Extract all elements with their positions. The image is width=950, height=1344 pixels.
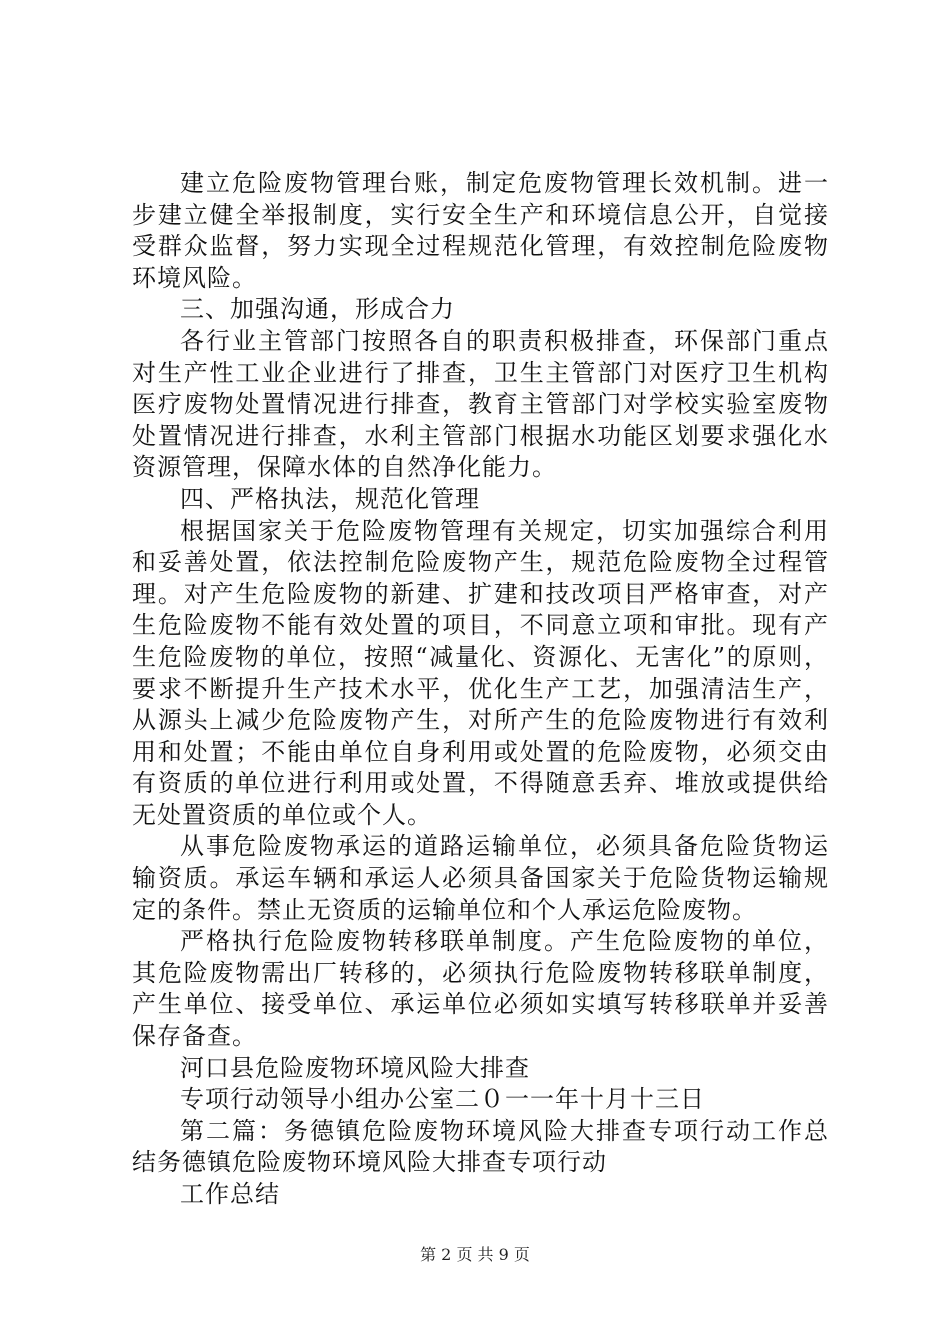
text-line: 其危险废物需出厂转移的，必须执行危险废物转移联单制度， [132,958,829,987]
text-line: 从源头上减少危险废物产生，对所产生的危险废物进行有效利 [132,706,829,735]
text-line: 从事危险废物承运的道路运输单位，必须具备危险货物运 [180,832,829,861]
text-line: 处置情况进行排查，水利主管部门根据水功能区划要求强化水 [132,421,829,450]
text-line: 河口县危险废物环境风险大排查 [180,1053,530,1082]
text-line: 四、严格执法，规范化管理 [180,484,480,513]
text-line: 医疗废物处置情况进行排查，教育主管部门对学校实验室废物 [132,390,829,419]
text-line: 第二篇：务德镇危险废物环境风险大排查专项行动工作总 [180,1116,829,1145]
text-line: 步建立健全举报制度，实行安全生产和环境信息公开，自觉接 [132,200,829,229]
text-line: 对生产性工业企业进行了排查，卫生主管部门对医疗卫生机构 [132,358,829,387]
text-line: 工作总结 [180,1180,280,1208]
text-line: 专项行动领导小组办公室二０一一年十月十三日 [180,1085,705,1114]
text-line: 输资质。承运车辆和承运人必须具备国家关于危险货物运输规 [132,864,829,893]
text-line: 三、加强沟通，形成合力 [180,295,455,324]
text-line: 理。对产生危险废物的新建、扩建和技改项目严格审查，对产 [132,579,829,608]
text-line: 结务德镇危险废物环境风险大排查专项行动 [132,1148,607,1177]
text-line: 环境风险。 [132,263,257,292]
text-line: 产生单位、接受单位、承运单位必须如实填写转移联单并妥善 [132,990,829,1019]
text-line: 用和处置；不能由单位自身利用或处置的危险废物，必须交由 [132,737,829,766]
text-line: 要求不断提升生产技术水平，优化生产工艺，加强清洁生产， [132,674,829,703]
text-line: 受群众监督，努力实现全过程规范化管理，有效控制危险废物 [132,232,829,261]
text-line: 各行业主管部门按照各自的职责积极排查，环保部门重点 [180,326,829,355]
document-body [132,168,832,1211]
text-line: 资源管理，保障水体的自然净化能力。 [132,453,557,482]
text-line: 建立危险废物管理台账，制定危废物管理长效机制。进一 [180,169,829,197]
text-line: 生危险废物的单位，按照“减量化、资源化、无害化”的原则， [132,642,829,671]
text-line: 定的条件。禁止无资质的运输单位和个人承运危险废物。 [132,895,757,924]
text-line: 根据国家关于危险废物管理有关规定，切实加强综合利用 [180,516,829,545]
text-line: 生危险废物不能有效处置的项目，不同意立项和审批。现有产 [132,611,829,640]
text-line: 有资质的单位进行利用或处置，不得随意丢弃、堆放或提供给 [132,769,829,798]
text-line: 保存备查。 [132,1022,257,1051]
text-line: 和妥善处置，依法控制危险废物产生，规范危险废物全过程管 [132,548,829,577]
text-line: 严格执行危险废物转移联单制度。产生危险废物的单位， [180,927,829,956]
page-number-footer: 第 2 页 共 9 页 [420,1245,530,1264]
text-line: 无处置资质的单位或个人。 [132,800,432,829]
